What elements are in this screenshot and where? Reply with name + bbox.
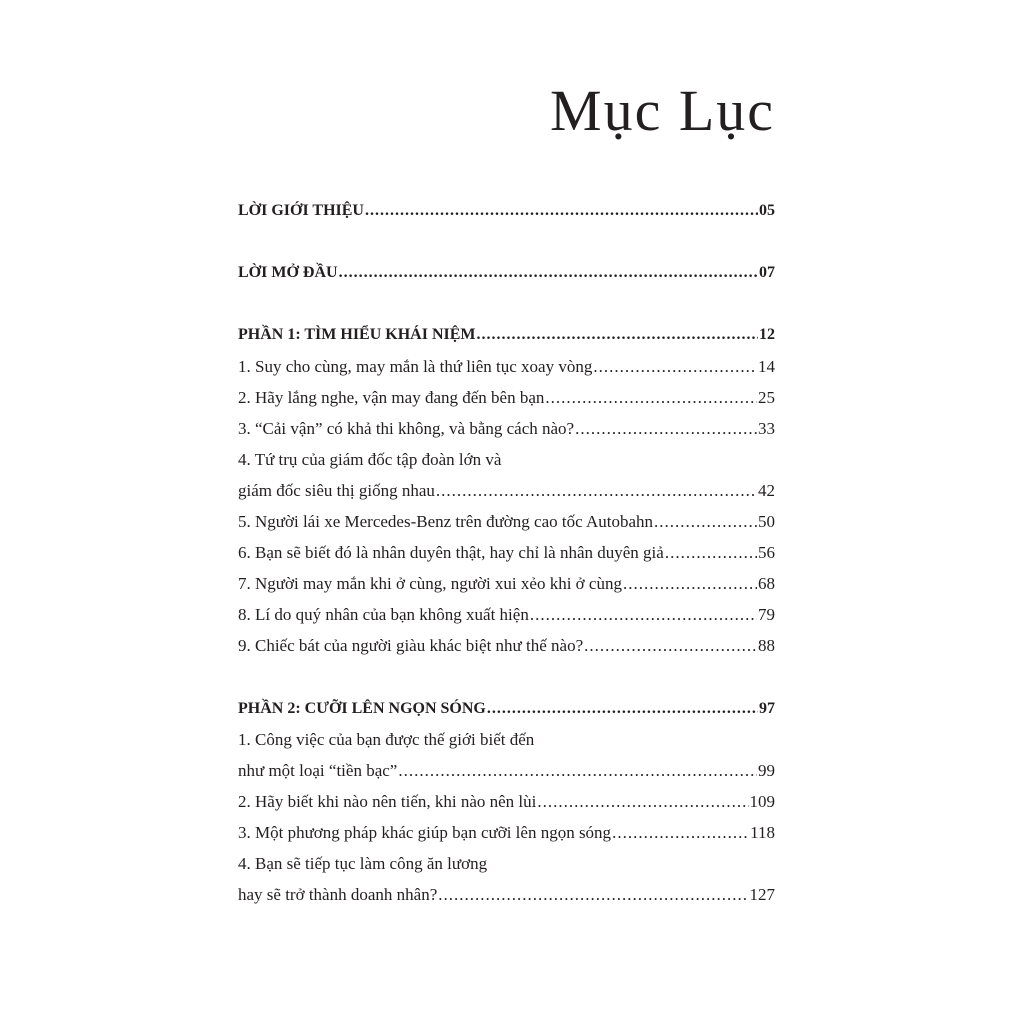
toc-page-number: 68 bbox=[758, 574, 775, 593]
toc-entry-label: 4. Bạn sẽ tiếp tục làm công ăn lương bbox=[238, 854, 488, 873]
toc-entry[interactable] bbox=[238, 884, 775, 906]
toc-entry[interactable] bbox=[238, 635, 775, 657]
toc-heading-label: LỜI MỞ ĐẦU bbox=[238, 264, 338, 281]
toc-entry[interactable] bbox=[238, 604, 775, 626]
toc-entry[interactable] bbox=[238, 511, 775, 533]
dot-leader bbox=[654, 511, 757, 533]
toc-page-number: 33 bbox=[758, 419, 775, 438]
toc-entry-first-line[interactable] bbox=[238, 853, 775, 875]
dot-leader bbox=[537, 791, 748, 813]
dot-leader bbox=[545, 387, 757, 409]
toc-entry-label: 4. Tứ trụ của giám đốc tập đoàn lớn và bbox=[238, 450, 502, 469]
toc-page-number: 50 bbox=[758, 512, 775, 531]
toc-page-number: 07 bbox=[759, 264, 775, 281]
toc-entry-label: 6. Bạn sẽ biết đó là nhân duyên thật, hay chỉ là nhân duyên giả bbox=[238, 543, 664, 562]
toc-heading-part-1[interactable] bbox=[238, 324, 775, 346]
toc-entry[interactable] bbox=[238, 760, 775, 782]
toc-entry[interactable] bbox=[238, 573, 775, 595]
toc-heading-part-2[interactable] bbox=[238, 698, 775, 720]
toc-entry-label: 5. Người lái xe Mercedes-Benz trên đường cao tốc Autobahn bbox=[238, 512, 654, 531]
dot-leader bbox=[593, 356, 757, 378]
toc-page-number: 127 bbox=[749, 885, 775, 904]
toc-entry-label: 7. Người may mắn khi ở cùng, người xui xẻo khi ở cùng bbox=[238, 574, 622, 593]
toc-page-number: 88 bbox=[758, 636, 775, 655]
toc-entry-first-line[interactable] bbox=[238, 449, 775, 471]
toc-heading-label: PHẦN 1: TÌM HIỂU KHÁI NIỆM bbox=[238, 326, 476, 343]
toc-entry-label: 8. Lí do quý nhân của bạn không xuất hiện bbox=[238, 605, 529, 624]
dot-leader bbox=[438, 884, 748, 906]
toc-page-number: 25 bbox=[758, 388, 775, 407]
toc-page-number: 79 bbox=[758, 605, 775, 624]
toc-page-number: 109 bbox=[749, 792, 775, 811]
toc-entry-label: 2. Hãy biết khi nào nên tiến, khi nào nên lùi bbox=[238, 792, 537, 811]
toc-entry-label: giám đốc siêu thị giống nhau bbox=[238, 481, 435, 500]
dot-leader bbox=[665, 542, 757, 564]
toc-entry[interactable] bbox=[238, 542, 775, 564]
toc-entry[interactable] bbox=[238, 387, 775, 409]
toc-heading-preface[interactable] bbox=[238, 262, 775, 284]
toc-page-number: 97 bbox=[759, 700, 775, 717]
toc-entry[interactable] bbox=[238, 480, 775, 502]
toc-page-number: 118 bbox=[750, 823, 775, 842]
toc-entry-first-line[interactable] bbox=[238, 729, 775, 751]
toc-entry-label: 1. Công việc của bạn được thế giới biết đến bbox=[238, 730, 535, 749]
toc-heading-introduction[interactable] bbox=[238, 200, 775, 222]
toc-entry-label: 1. Suy cho cùng, may mắn là thứ liên tục xoay vòng bbox=[238, 357, 593, 376]
toc-page-number: 14 bbox=[758, 357, 775, 376]
toc-entry[interactable] bbox=[238, 356, 775, 378]
dot-leader bbox=[398, 760, 757, 782]
toc-heading-label: PHẦN 2: CƯỠI LÊN NGỌN SÓNG bbox=[238, 700, 486, 717]
dot-leader bbox=[365, 200, 758, 222]
toc-page-number: 99 bbox=[758, 761, 775, 780]
toc-entry[interactable] bbox=[238, 791, 775, 813]
dot-leader bbox=[584, 635, 757, 657]
toc-entry-label: 3. Một phương pháp khác giúp bạn cưỡi lên ngọn sóng bbox=[238, 823, 612, 842]
page-title: Mục Lục bbox=[550, 78, 775, 143]
toc-page-number: 05 bbox=[759, 202, 775, 219]
dot-leader bbox=[477, 324, 759, 346]
dot-leader bbox=[612, 822, 749, 844]
dot-leader bbox=[436, 480, 757, 502]
toc-page-number: 12 bbox=[759, 326, 775, 343]
dot-leader bbox=[487, 698, 758, 720]
toc-entry-label: 9. Chiếc bát của người giàu khác biệt như thế nào? bbox=[238, 636, 584, 655]
dot-leader bbox=[339, 262, 758, 284]
dot-leader bbox=[623, 573, 757, 595]
toc-entry-label: 2. Hãy lắng nghe, vận may đang đến bên bạn bbox=[238, 388, 545, 407]
dot-leader bbox=[530, 604, 757, 626]
toc-entry-label: như một loại “tiền bạc” bbox=[238, 761, 398, 780]
dot-leader bbox=[575, 418, 757, 440]
toc-page-number: 56 bbox=[758, 543, 775, 562]
toc-entry-label: hay sẽ trở thành doanh nhân? bbox=[238, 885, 438, 904]
toc-page-number: 42 bbox=[758, 481, 775, 500]
toc-entry[interactable] bbox=[238, 418, 775, 440]
toc-heading-label: LỜI GIỚI THIỆU bbox=[238, 202, 364, 219]
toc-entry[interactable] bbox=[238, 822, 775, 844]
toc-entry-label: 3. “Cải vận” có khả thi không, và bằng cách nào? bbox=[238, 419, 575, 438]
